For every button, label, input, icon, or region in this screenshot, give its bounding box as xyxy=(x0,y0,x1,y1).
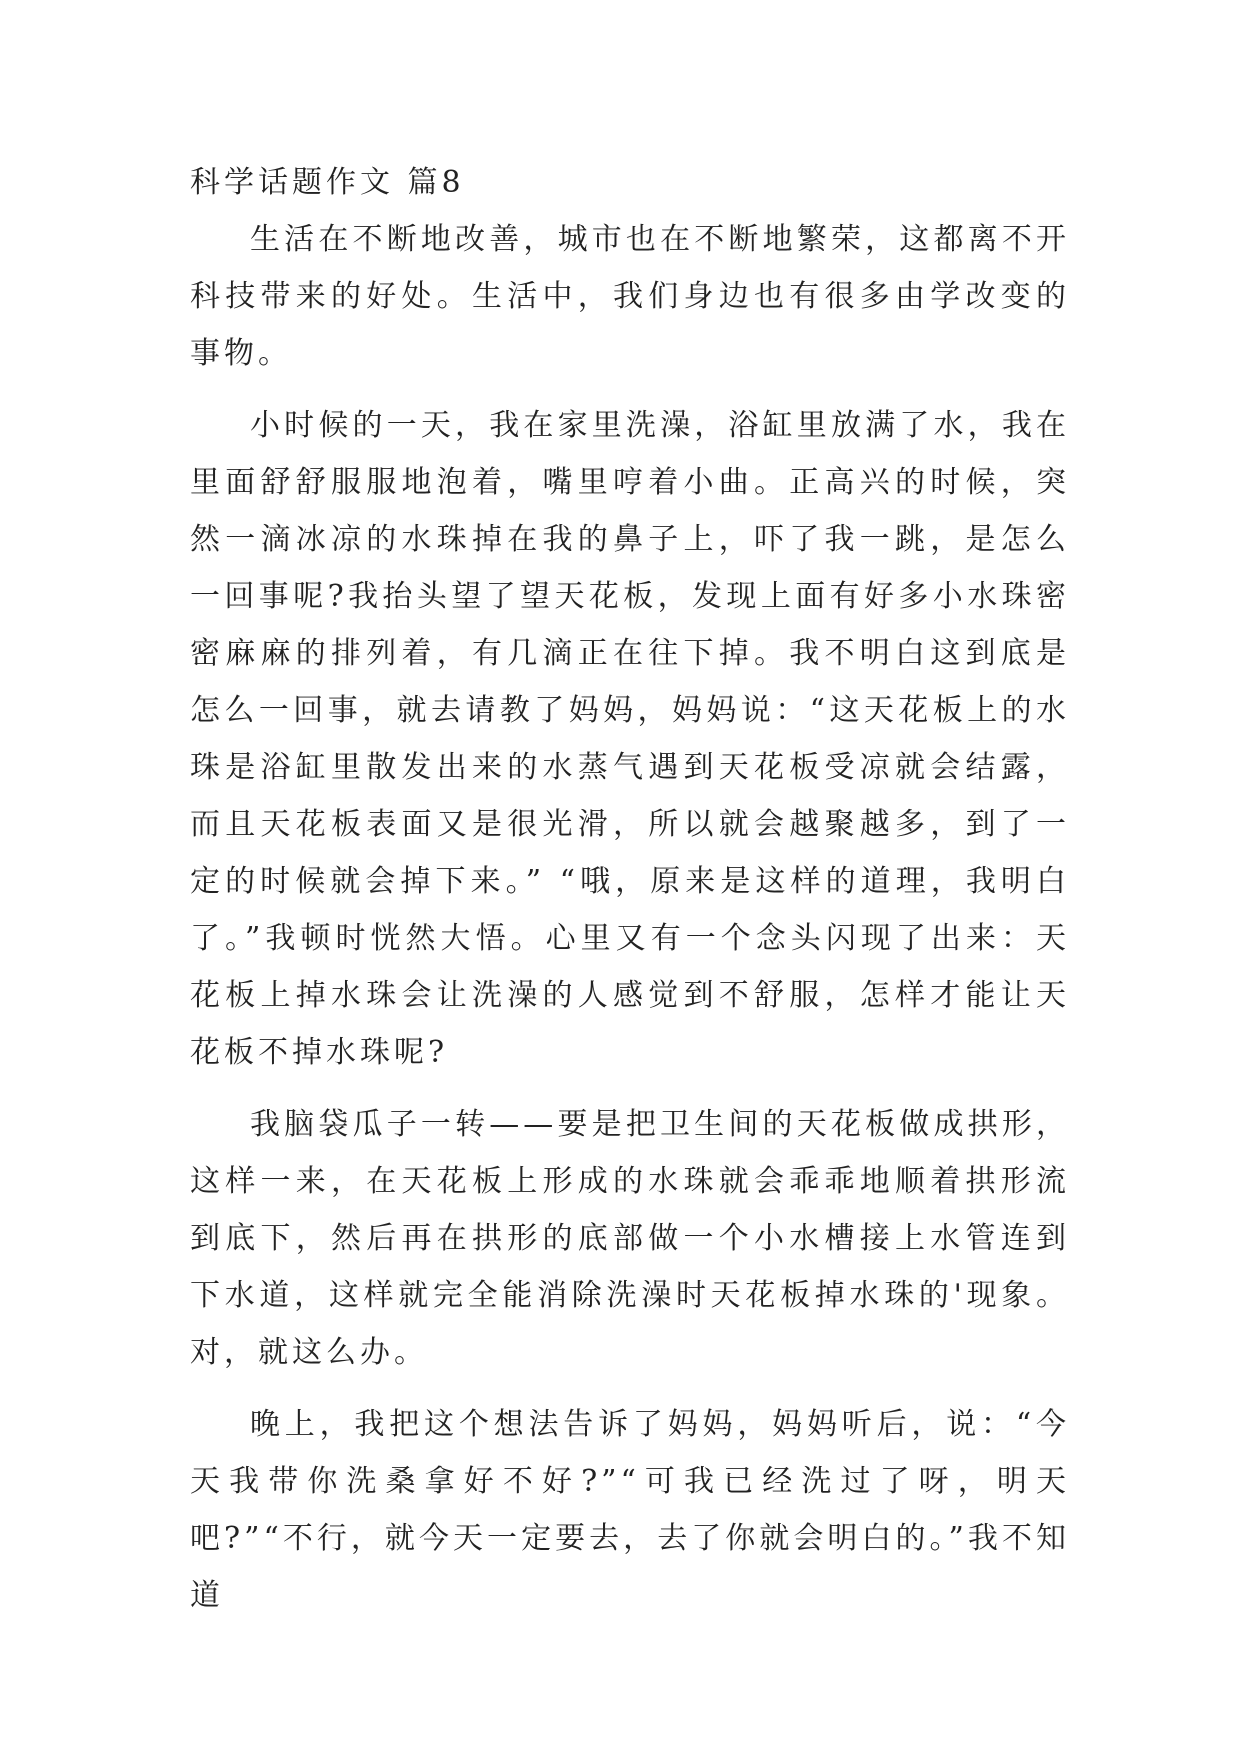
paragraph-1: 生活在不断地改善，城市也在不断地繁荣，这都离不开科技带来的好处。生活中，我们身边也有很多由学改变的事物。 xyxy=(190,222,1070,371)
paragraph-4: 晚上，我把这个想法告诉了妈妈，妈妈听后，说：“今天我带你洗桑拿好不好?”“可我已经洗过了呀，明天吧?”“不行，就今天一定要去，去了你就会明白的。”我不知道 xyxy=(190,1407,1070,1613)
paragraph-3: 我脑袋瓜子一转——要是把卫生间的天花板做成拱形，这样一来，在天花板上形成的水珠就会乖乖地顺着拱形流到底下，然后再在拱形的底部做一个小水槽接上水管连到下水道，这样就完全能消除洗澡时天花板掉水珠的'现象。对，就这么办。 xyxy=(190,1107,1070,1370)
essay-title: 科学话题作文 篇8 xyxy=(190,165,465,200)
paragraph-2: 小时候的一天，我在家里洗澡，浴缸里放满了水，我在里面舒舒服服地泡着，嘴里哼着小曲。正高兴的时候，突然一滴冰凉的水珠掉在我的鼻子上，吓了我一跳，是怎么一回事呢?我抬头望了望天花板，发现上面有好多小水珠密密麻麻的排列着，有几滴正在往下掉。我不明白这到底是怎么一回事，就去请教了妈妈，妈妈说：“这天花板上的水珠是浴缸里散发出来的水蒸气遇到天花板受凉就会结露，而且天花板表面又是很光滑，所以就会越聚越多，到了一定的时候就会掉下来。” “哦，原来是这样的道理，我明白了。”我顿时恍然大悟。心里又有一个念头闪现了出来：天花板上掉水珠会让洗澡的人感觉到不舒服，怎样才能让天花板不掉水珠呢? xyxy=(190,408,1070,1070)
essay-body xyxy=(190,155,1070,1624)
